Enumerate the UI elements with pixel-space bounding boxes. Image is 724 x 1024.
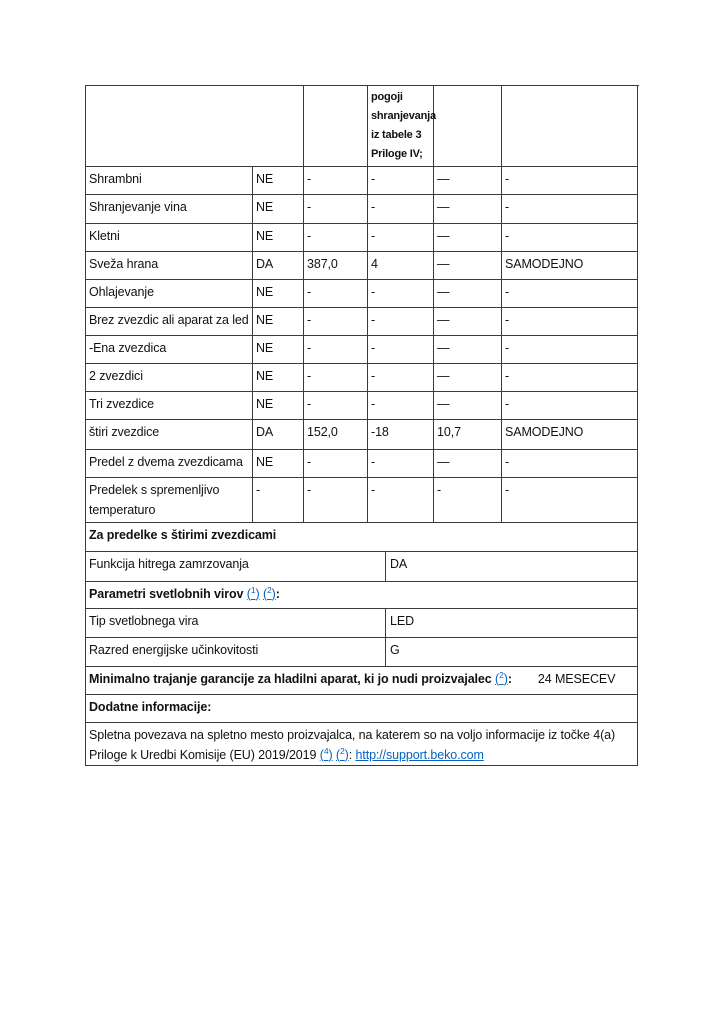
row-label-brez-zvezdic: Brez zvezdic ali aparat za led [86, 308, 253, 336]
header-line: pogoji [371, 91, 403, 103]
row-label-kletni: Kletni [86, 224, 253, 252]
cell-capacity: — [434, 167, 502, 195]
cell-capacity: — [434, 308, 502, 336]
cell-temperature: - [368, 308, 434, 336]
table-row [86, 695, 639, 723]
cell-volume: 152,0 [304, 420, 368, 450]
row-label-stiri-zvezdice: štiri zvezdice [86, 420, 253, 450]
cell-volume: - [304, 308, 368, 336]
cell-present: NE [253, 167, 304, 195]
header-line: Priloge IV; [371, 148, 423, 160]
cell-temperature: - [368, 392, 434, 420]
cell-capacity: — [434, 336, 502, 364]
weblink-line1: Spletna povezava na spletno mesto proizvajalca, na katerem so na voljo informacije iz točke 4(a) [89, 728, 616, 742]
row-label-shrambni: Shrambni [86, 167, 253, 195]
footnote-ref-link[interactable]: ($^2$) [262, 584, 276, 601]
cell-volume: - [304, 478, 368, 523]
row-label-light-type: Tip svetlobnega vira [86, 609, 386, 638]
cell-capacity: 10,7 [434, 420, 502, 450]
section-title-light-params [86, 582, 638, 609]
cell-present: DA [253, 252, 304, 280]
cell-present: NE [253, 195, 304, 224]
table-row [86, 552, 639, 582]
row-label-ohlajevanje: Ohlajevanje [86, 280, 253, 308]
table-row [86, 450, 639, 478]
cell-defrost: - [502, 364, 638, 392]
weblink-line2-prefix: Priloge k Uredbi Komisije (EU) 2019/2019 [89, 748, 317, 762]
table-row [86, 723, 639, 766]
cell-fast-freeze-value: DA [386, 552, 638, 582]
header-empty-cell [304, 86, 368, 167]
cell-volume: - [304, 336, 368, 364]
cell-volume: 387,0 [304, 252, 368, 280]
table-row [86, 195, 639, 224]
table-row [86, 224, 639, 252]
cell-temperature: - [368, 195, 434, 224]
cell-defrost: - [502, 478, 638, 523]
row-label-2-zvezdici: 2 zvezdici [86, 364, 253, 392]
product-fiche-table [85, 85, 639, 766]
cell-defrost: SAMODEJNO [502, 252, 638, 280]
cell-capacity: — [434, 224, 502, 252]
footnote-ref-link[interactable]: ($^2$) [335, 745, 349, 762]
cell-present: NE [253, 450, 304, 478]
row-label-light-energy-class: Razred energijske učinkovitosti [86, 638, 386, 667]
header-empty-cell [86, 86, 304, 167]
cell-defrost: - [502, 392, 638, 420]
table-row [86, 478, 639, 523]
table-header-row [86, 86, 639, 167]
cell-defrost: - [502, 280, 638, 308]
table-row [86, 280, 639, 308]
table-row [86, 364, 639, 392]
header-empty-cell [502, 86, 638, 167]
cell-present: NE [253, 364, 304, 392]
cell-present: NE [253, 392, 304, 420]
cell-present: NE [253, 224, 304, 252]
cell-temperature: - [368, 280, 434, 308]
colon-suffix: : [348, 748, 353, 762]
table-row [86, 582, 639, 609]
footnote-ref-link[interactable]: ($^1$) [246, 584, 260, 601]
cell-temperature: -18 [368, 420, 434, 450]
warranty-label: Minimalno trajanje garancije za hladilni aparat, ki jo nudi proizvajalec [89, 672, 492, 686]
row-label-predelek-spremenljivo: Predelek s spremenljivo temperaturo [86, 478, 253, 523]
cell-present: DA [253, 420, 304, 450]
light-params-label: Parametri svetlobnih virov [89, 587, 244, 601]
table-row [86, 308, 639, 336]
colon-suffix: : [507, 672, 512, 686]
cell-defrost: - [502, 195, 638, 224]
cell-capacity: — [434, 392, 502, 420]
weblink-line2 [89, 745, 634, 765]
row-label-shranjevanje-vina: Shranjevanje vina [86, 195, 253, 224]
table-row [86, 167, 639, 195]
cell-volume: - [304, 392, 368, 420]
cell-capacity: — [434, 252, 502, 280]
table-row [86, 420, 639, 450]
section-title-four-star: Za predelke s štirimi zvezdicami [86, 523, 638, 552]
cell-temperature: - [368, 167, 434, 195]
colon-suffix: : [275, 587, 280, 601]
cell-defrost: SAMODEJNO [502, 420, 638, 450]
cell-present: NE [253, 280, 304, 308]
cell-present: - [253, 478, 304, 523]
row-label-sveza-hrana: Sveža hrana [86, 252, 253, 280]
table-row [86, 392, 639, 420]
table-row [86, 252, 639, 280]
cell-defrost: - [502, 308, 638, 336]
cell-defrost: - [502, 450, 638, 478]
cell-capacity: — [434, 364, 502, 392]
cell-temperature: - [368, 478, 434, 523]
cell-capacity: — [434, 280, 502, 308]
cell-volume: - [304, 364, 368, 392]
cell-capacity: - [434, 478, 502, 523]
section-title-additional-info: Dodatne informacije: [86, 695, 638, 723]
cell-temperature: - [368, 224, 434, 252]
header-empty-cell [434, 86, 502, 167]
cell-defrost: - [502, 336, 638, 364]
cell-defrost: - [502, 167, 638, 195]
header-storage-conditions-cell [368, 86, 434, 167]
cell-present: NE [253, 308, 304, 336]
header-line: shranjevanja [371, 110, 436, 122]
manufacturer-support-link[interactable]: http://support.beko.com [355, 748, 484, 762]
row-label-predel-z-dvema: Predel z dvema zvezdicama [86, 450, 253, 478]
cell-capacity: — [434, 195, 502, 224]
cell-volume: - [304, 280, 368, 308]
weblink-row [86, 723, 638, 766]
cell-temperature: - [368, 336, 434, 364]
table-row [86, 523, 639, 552]
cell-temperature: - [368, 364, 434, 392]
cell-volume: - [304, 167, 368, 195]
footnote-ref-link[interactable]: ($^4$) [319, 745, 333, 762]
cell-light-energy-class-value: G [386, 638, 638, 667]
cell-capacity: — [434, 450, 502, 478]
cell-temperature: 4 [368, 252, 434, 280]
table-row [86, 609, 639, 638]
row-label-fast-freeze: Funkcija hitrega zamrzovanja [86, 552, 386, 582]
cell-temperature: - [368, 450, 434, 478]
warranty-row [86, 667, 638, 695]
table-row [86, 667, 639, 695]
header-line: iz tabele 3 [371, 129, 422, 141]
table-row [86, 638, 639, 667]
cell-defrost: - [502, 224, 638, 252]
cell-present: NE [253, 336, 304, 364]
cell-volume: - [304, 224, 368, 252]
warranty-value: 24 MESECEV [537, 672, 616, 686]
cell-volume: - [304, 195, 368, 224]
footnote-ref-link[interactable]: ($^2$) [495, 669, 508, 686]
cell-light-type-value: LED [386, 609, 638, 638]
table-row [86, 336, 639, 364]
cell-volume: - [304, 450, 368, 478]
row-label-ena-zvezdica: -Ena zvezdica [86, 336, 253, 364]
row-label-tri-zvezdice: Tri zvezdice [86, 392, 253, 420]
